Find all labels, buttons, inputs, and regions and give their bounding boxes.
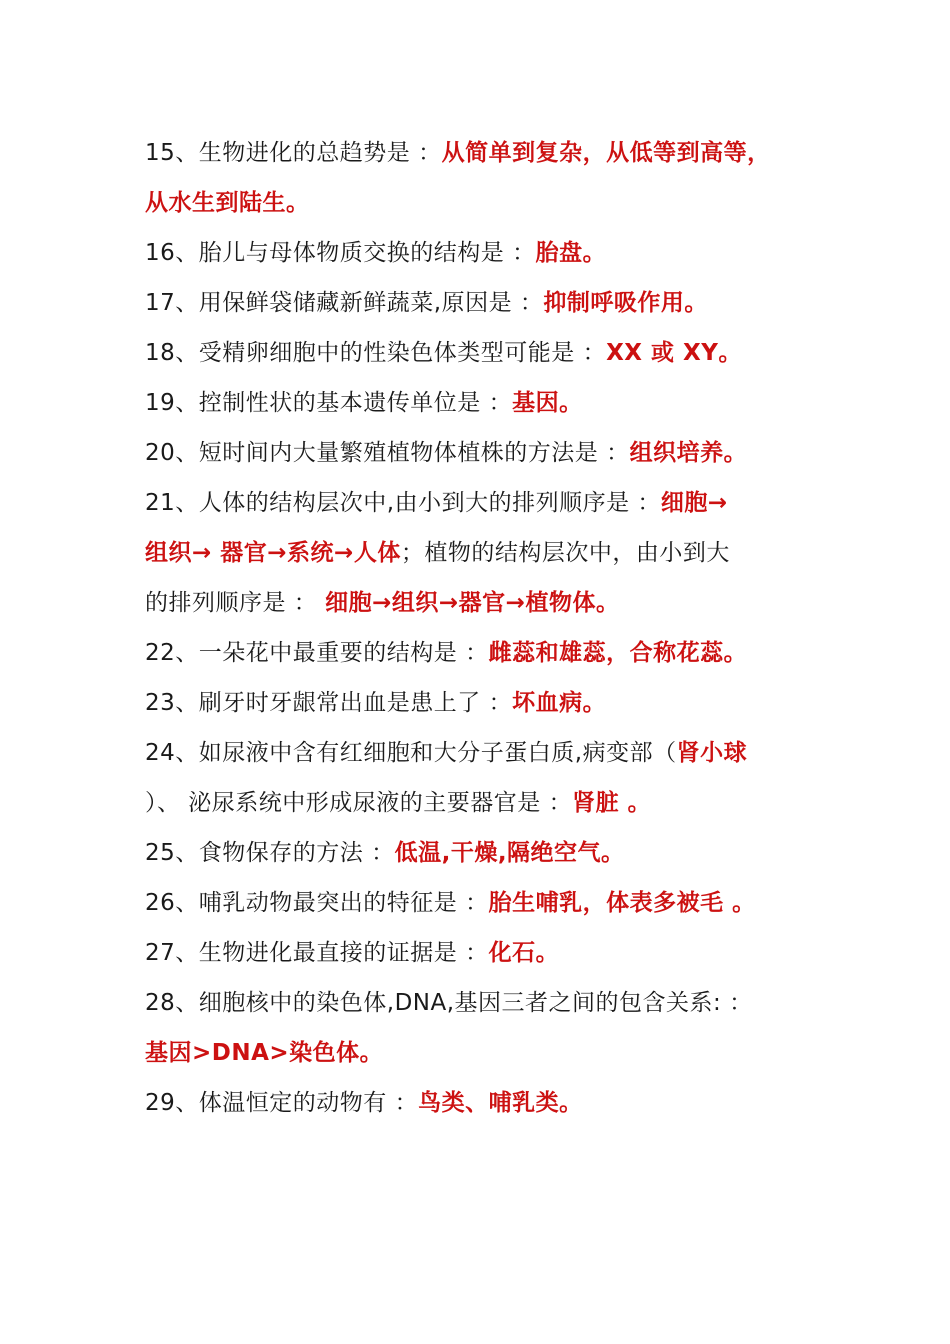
question-text: 16、胎儿与母体物质交换的结构是 ： (145, 240, 536, 266)
answer-text: 肾脏 。 (572, 790, 652, 816)
question-text: 21、人体的结构层次中,由小到大的排列顺序是 ： (145, 490, 661, 516)
answer-text: 肾小球 (676, 740, 748, 766)
text-line (145, 478, 815, 528)
answer-text: 坏血病。 (512, 690, 607, 716)
answer-text: 胎盘。 (535, 240, 607, 266)
question-text: 28、细胞核中的染色体,DNA,基因三者之间的包含关系: ： (145, 990, 753, 1016)
question-text: 26、哺乳动物最突出的特征是 ： (145, 890, 489, 916)
text-line (145, 728, 815, 778)
text-line (145, 278, 815, 328)
question-text: 18、受精卵细胞中的性染色体类型可能是 ： (145, 340, 607, 366)
answer-text: 抑制呼吸作用。 (543, 290, 708, 316)
answer-text: 细胞→ (660, 490, 728, 516)
answer-text: 从水生到陆生。 (145, 190, 310, 216)
text-line (145, 628, 815, 678)
text-line (145, 528, 815, 578)
answer-text: 化石。 (488, 940, 560, 966)
question-text: 23、刷牙时牙龈常出血是患上了 ： (145, 690, 513, 716)
text-line (145, 928, 815, 978)
text-line (145, 428, 815, 478)
text-line (145, 1028, 815, 1078)
question-text-continued: ；植物的结构层次中，由小到大 (400, 540, 730, 566)
text-line (145, 828, 815, 878)
answer-text: 从简单到复杂，从低等到高等， (441, 140, 771, 166)
text-line (145, 1078, 815, 1128)
text-line (145, 878, 815, 928)
question-text: 22、一朵花中最重要的结构是 ： (145, 640, 489, 666)
text-line (145, 128, 815, 178)
answer-text: 细胞→组织→器官→植物体。 (325, 590, 620, 616)
text-line (145, 578, 815, 628)
text-line (145, 678, 815, 728)
text-line (145, 378, 815, 428)
question-text: 20、短时间内大量繁殖植物体植株的方法是 ： (145, 440, 630, 466)
question-text: ）、 泌尿系统中形成尿液的主要器官是 ： (145, 790, 573, 816)
answer-text: 鸟类、哺乳类。 (418, 1090, 583, 1116)
question-text: 17、用保鲜袋储藏新鲜蔬菜,原因是 ： (145, 290, 544, 316)
answer-text: 组织培养。 (629, 440, 748, 466)
answer-text: 组织→ 器官→系统→人体 (145, 540, 401, 566)
text-line (145, 978, 815, 1028)
text-line (145, 228, 815, 278)
question-text: 27、生物进化最直接的证据是 ： (145, 940, 489, 966)
question-text: 24、如尿液中含有红细胞和大分子蛋白质,病变部（ (145, 740, 677, 766)
question-text: 19、控制性状的基本遗传单位是 ： (145, 390, 513, 416)
document-page (145, 128, 815, 1128)
text-line (145, 178, 815, 228)
question-text: 15、生物进化的总趋势是 ： (145, 140, 442, 166)
answer-text: 低温,干燥,隔绝空气。 (394, 840, 625, 866)
answer-text: XX 或 XY。 (606, 340, 742, 366)
answer-text: 雌蕊和雄蕊，合称花蕊。 (488, 640, 748, 666)
text-line (145, 778, 815, 828)
question-text: 25、食物保存的方法 ： (145, 840, 395, 866)
question-text: 29、体温恒定的动物有 ： (145, 1090, 419, 1116)
answer-text: 胎生哺乳，体表多被毛 。 (488, 890, 756, 916)
text-line (145, 328, 815, 378)
answer-text: 基因>DNA>染色体。 (145, 1040, 384, 1066)
question-text: 的排列顺序是 ： (145, 590, 326, 616)
answer-text: 基因。 (512, 390, 583, 416)
